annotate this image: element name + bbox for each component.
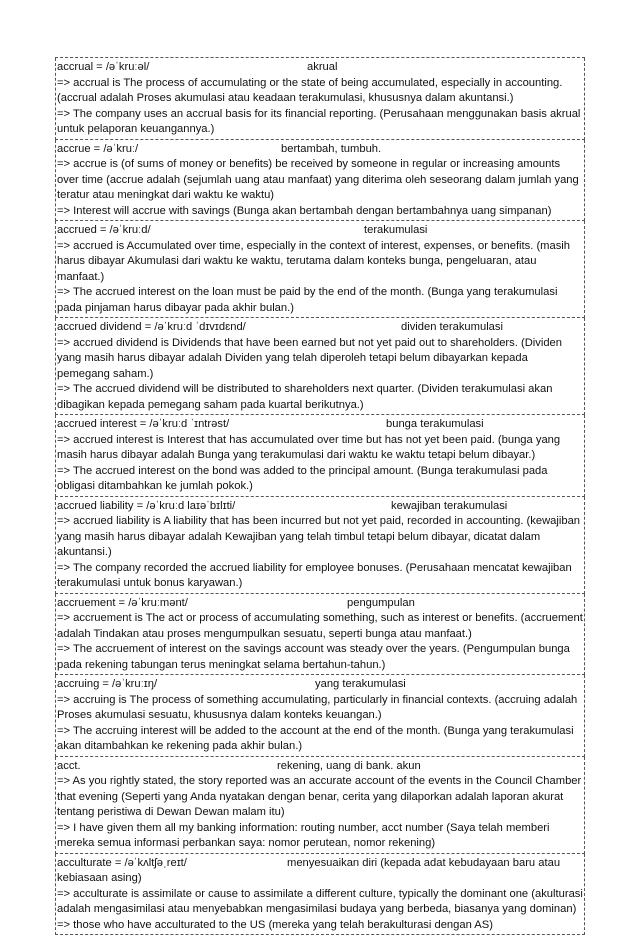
entry-line: kebiasaan asing) — [57, 871, 583, 887]
entry-term: acct. — [57, 760, 81, 772]
glossary-entry — [55, 497, 585, 594]
entry-line: => accrual is The process of accumulating or the state of being accumulated, especially in accounting. (accrual adalah Proses akumulasi atau keadaan terakumulasi, khususnya dalam akuntansi.) — [57, 76, 583, 107]
entry-term: accrued = /əˈkruːd/ — [57, 224, 151, 236]
glossary-entry — [55, 58, 585, 140]
entry-line: => accruing is The process of something accumulating, particularly in financial contexts. (accruing adalah Proses akumulasi sesuatu, khususnya dalam konteks keuangan.) — [57, 693, 583, 724]
entry-line: => As you rightly stated, the story reported was an accurate account of the events in the Council Chamber that evening (Seperti yang Anda nyatakan dengan benar, cerita yang dilaporkan adalah laporan akurat tentang peristiwa di Dewan Dewan malam itu) — [57, 774, 583, 821]
entry-term: accrue = /əˈkruː/ — [57, 143, 138, 155]
glossary-entry — [55, 594, 585, 676]
glossary-entry — [55, 854, 585, 935]
entry-term: accrued liability = /əˈkruːd laɪəˈbɪlɪti/ — [57, 500, 235, 512]
entry-line: => accrued interest is Interest that has accumulated over time but has not yet been paid. (bunga yang masih harus dibayar adalah Bunga yang terakumulasi dari waktu ke waktu tetapi belum dibayar.) — [57, 433, 583, 464]
entry-line: => those who have acculturated to the US (mereka yang telah berakulturasi dengan AS) — [57, 918, 583, 934]
entry-line: => acculturate is assimilate or cause to assimilate a different culture, typically the dominant one (akulturasi adalah mengasimilasi atau menyebabkan mengasimilasi budaya yang berbeda, biasanya yang dominan) — [57, 887, 583, 918]
entry-line: => I have given them all my banking information: routing number, acct number (Saya telah memberi mereka semua informasi perbankan saya: nomor perutean, nomor rekening) — [57, 821, 583, 852]
entry-line: => accrued is Accumulated over time, especially in the context of interest, expenses, or benefits. (masih harus dibayar Akumulasi dari waktu ke waktu, terutama dalam konteks bunga, pengeluaran, atau manfaat.) — [57, 239, 583, 286]
entry-term: accrued interest = /əˈkruːd ˈɪntrəst/ — [57, 418, 229, 430]
entry-line: => The company recorded the accrued liability for employee bonuses. (Perusahaan mencatat kewajiban terakumulasi untuk bonus karyawan.) — [57, 561, 583, 592]
glossary-entry — [55, 675, 585, 757]
entry-line: => The accruing interest will be added to the account at the end of the month. (Bunga yang terakumulasi akan ditambahkan ke rekening pada akhir bulan.) — [57, 724, 583, 755]
glossary-entry — [55, 318, 585, 415]
entry-header — [57, 499, 583, 515]
entry-line: => The accrued interest on the loan must be paid by the end of the month. (Bunga yang terakumulasi pada pinjaman harus dibayar pada akhir bulan.) — [57, 285, 583, 316]
entry-translation: kewajiban terakumulasi — [391, 499, 507, 515]
entry-line: => The accrued dividend will be distributed to shareholders next quarter. (Dividen terakumulasi akan dibagikan kepada pemegang saham pada kuartal berikutnya.) — [57, 382, 583, 413]
entry-line: => Interest will accrue with savings (Bunga akan bertambah dengan bertambahnya uang simpanan) — [57, 204, 583, 220]
glossary-entry — [55, 415, 585, 497]
entry-translation: menyesuaikan diri (kepada adat kebudayaan baru atau — [287, 856, 560, 872]
entry-translation: pengumpulan — [347, 596, 415, 612]
entry-header — [57, 677, 583, 693]
entry-term: accrual = /əˈkruːəl/ — [57, 61, 149, 73]
entry-header — [57, 60, 583, 76]
entry-translation: bertambah, tumbuh. — [281, 142, 381, 158]
entry-term: accruement = /əˈkruːmənt/ — [57, 597, 188, 609]
entry-term: accrued dividend = /əˈkruːd ˈdɪvɪdɛnd/ — [57, 321, 246, 333]
entry-header — [57, 856, 583, 872]
entry-line: => The company uses an accrual basis for its financial reporting. (Perusahaan menggunakan basis akrual untuk pelaporan keuangannya.) — [57, 107, 583, 138]
entry-line: => accruement is The act or process of accumulating something, such as interest or benefits. (accruement adalah Tindakan atau proses mengumpulkan sesuatu, seperti bunga atau manfaat.) — [57, 611, 583, 642]
entry-term: accruing = /əˈkruːɪŋ/ — [57, 678, 157, 690]
entry-translation: yang terakumulasi — [315, 677, 406, 693]
entry-line: => accrued liability is A liability that has been incurred but not yet paid, recorded in accounting. (kewajiban yang masih harus dibayar adalah Kewajiban yang telah timbul tetapi belum dibayar, dicatat dalam akuntansi.) — [57, 514, 583, 561]
entry-line: => The accrued interest on the bond was added to the principal amount. (Bunga terakumulasi pada obligasi ditambahkan ke jumlah pokok.) — [57, 464, 583, 495]
entry-header — [57, 596, 583, 612]
entry-translation: terakumulasi — [364, 223, 427, 239]
entry-term: acculturate = /əˈkʌltʃəˌreɪt/ — [57, 857, 187, 869]
entry-translation: bunga terakumulasi — [386, 417, 484, 433]
entry-translation: rekening, uang di bank. akun — [277, 759, 421, 775]
glossary-entry — [55, 757, 585, 854]
entry-header — [57, 320, 583, 336]
entry-header — [57, 417, 583, 433]
glossary-entry — [55, 221, 585, 318]
entry-translation: dividen terakumulasi — [401, 320, 503, 336]
entry-line: => accrue is (of sums of money or benefits) be received by someone in regular or increasing amounts over time (accrue adalah (sejumlah uang atau manfaat) yang diterima oleh seseorang dalam jumlah yang teratur atau meningkat dari waktu ke waktu) — [57, 157, 583, 204]
entry-line: => accrued dividend is Dividends that have been earned but not yet paid out to shareholders. (Dividen yang masih harus dibayar adalah Dividen yang telah diperoleh tetapi belum dibayarkan kepada pemegang saham.) — [57, 336, 583, 383]
glossary-entry — [55, 140, 585, 222]
entry-translation: akrual — [307, 60, 337, 76]
entry-header — [57, 759, 583, 775]
entry-line: => The accruement of interest on the savings account was steady over the years. (Pengumpulan bunga pada rekening tabungan terus meningkat selama bertahun-tahun.) — [57, 642, 583, 673]
entry-header — [57, 223, 583, 239]
entry-header — [57, 142, 583, 158]
glossary-document — [55, 57, 585, 935]
